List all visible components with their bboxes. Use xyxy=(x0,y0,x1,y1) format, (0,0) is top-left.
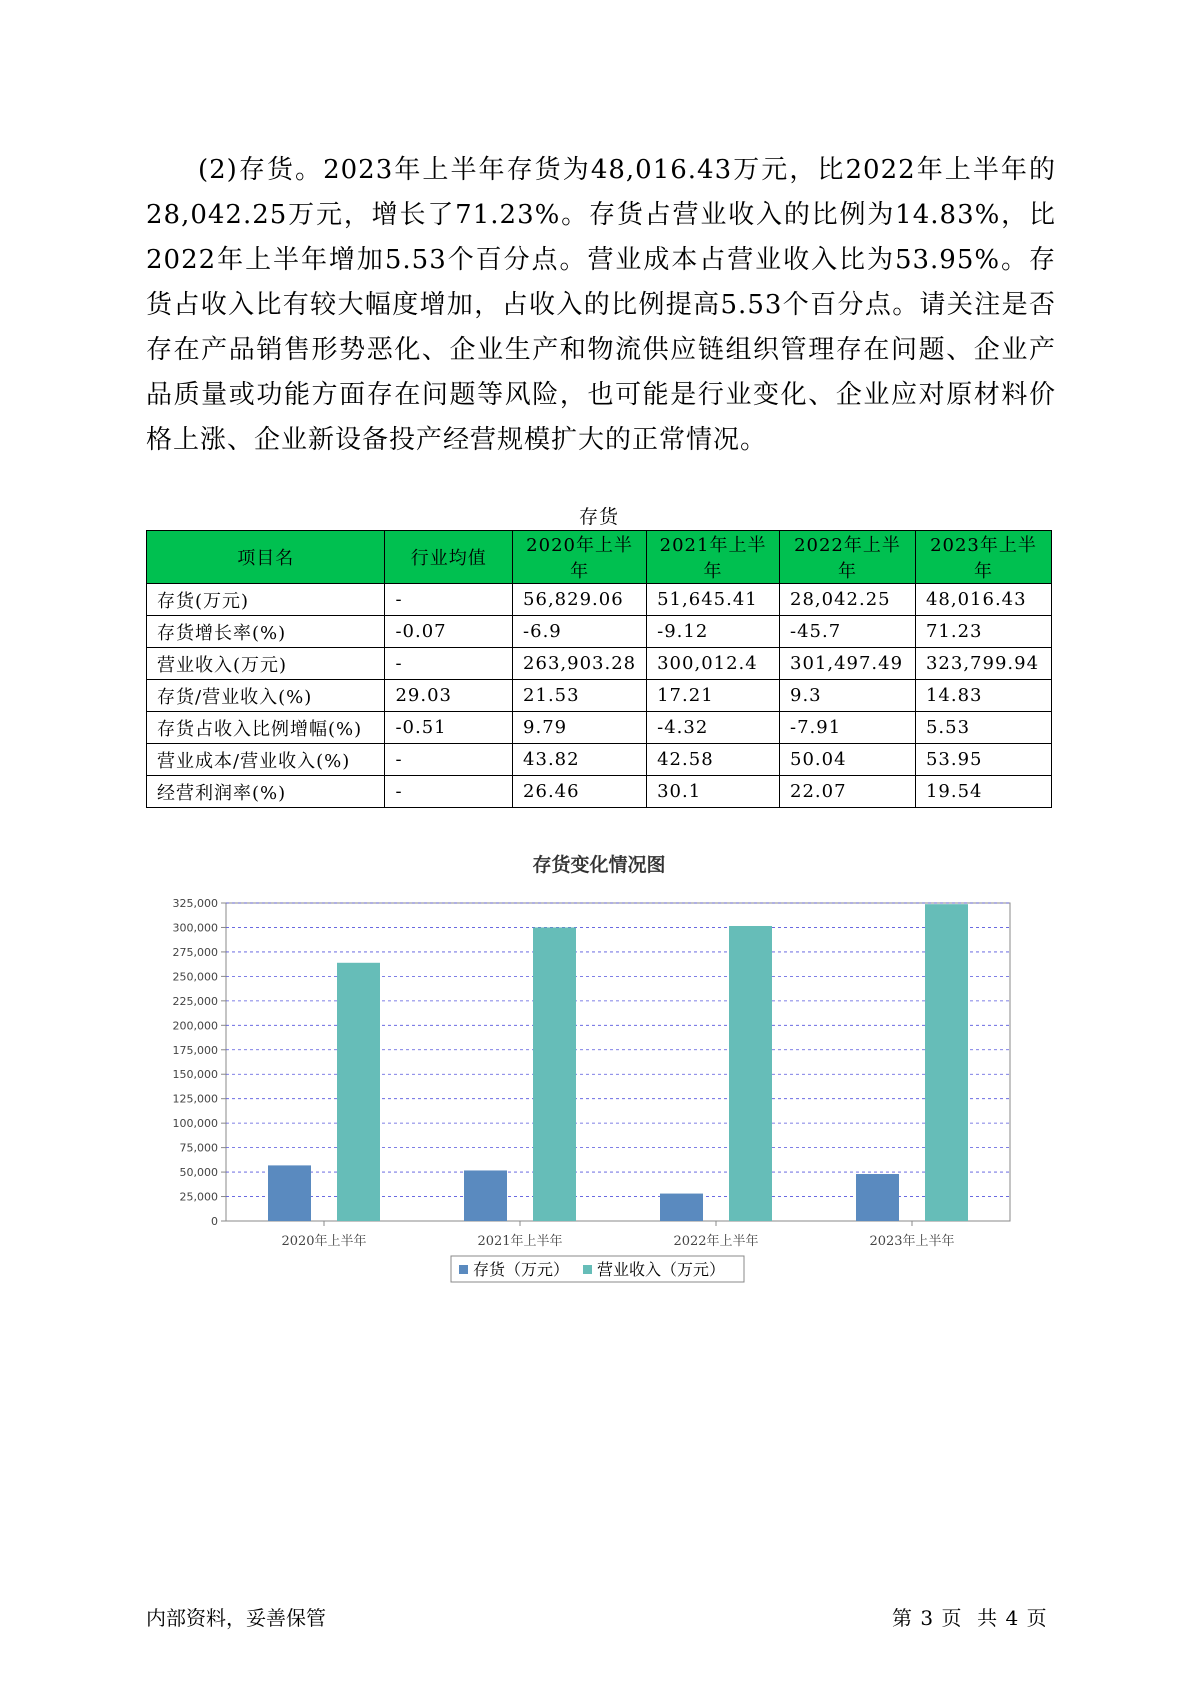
table-cell: 存货增长率(%) xyxy=(147,616,385,648)
y-tick-label: 0 xyxy=(211,1215,218,1228)
table-cell: 营业成本/营业收入(%) xyxy=(147,744,385,776)
x-tick-label: 2023年上半年 xyxy=(869,1234,955,1249)
y-tick-label: 300,000 xyxy=(172,921,218,935)
footer-page-number: 第 3 页 共 4 页 xyxy=(892,1606,1048,1630)
table-cell: 9.79 xyxy=(513,712,647,744)
table-cell: 21.53 xyxy=(513,680,647,712)
table-cell: 300,012.4 xyxy=(647,648,780,680)
y-tick-label: 100,000 xyxy=(172,1117,218,1131)
bar-revenue xyxy=(925,904,968,1221)
table-cell: 营业收入(万元) xyxy=(147,648,385,680)
y-tick-label: 275,000 xyxy=(172,945,218,959)
bar-revenue xyxy=(533,927,576,1221)
table-cell: - xyxy=(385,744,513,776)
bar-inventory xyxy=(660,1194,703,1221)
table-cell: 43.82 xyxy=(513,744,647,776)
y-tick-label: 25,000 xyxy=(179,1190,218,1204)
y-tick-label: 125,000 xyxy=(172,1092,218,1106)
x-tick-label: 2022年上半年 xyxy=(673,1234,759,1249)
table-cell: -7.91 xyxy=(780,712,916,744)
table-cell: - xyxy=(385,584,513,616)
y-tick-label: 225,000 xyxy=(172,994,218,1008)
x-tick-label: 2021年上半年 xyxy=(477,1234,563,1249)
y-tick-label: 200,000 xyxy=(172,1019,218,1033)
table-cell: - xyxy=(385,776,513,808)
table-cell: - xyxy=(385,648,513,680)
table-cell: 42.58 xyxy=(647,744,780,776)
table-cell: -0.07 xyxy=(385,616,513,648)
table-cell: 263,903.28 xyxy=(513,648,647,680)
y-tick-label: 175,000 xyxy=(172,1043,218,1057)
table-cell: 28,042.25 xyxy=(780,584,916,616)
table-cell: 56,829.06 xyxy=(513,584,647,616)
legend-swatch-inventory xyxy=(459,1265,468,1274)
table-cell: 19.54 xyxy=(915,776,1051,808)
y-tick-label: 325,000 xyxy=(172,897,218,910)
bar-inventory xyxy=(464,1170,507,1221)
table-cell: 53.95 xyxy=(915,744,1051,776)
bar-revenue xyxy=(337,963,380,1221)
table-cell: 9.3 xyxy=(780,680,916,712)
table-cell: 5.53 xyxy=(915,712,1051,744)
table-header-cell: 项目名 xyxy=(147,531,385,584)
bar-inventory xyxy=(856,1174,899,1221)
chart-title: 存货变化情况图 xyxy=(532,854,666,876)
bar-inventory xyxy=(268,1165,311,1221)
legend-label-revenue: 营业收入（万元） xyxy=(597,1260,726,1279)
legend-label-inventory: 存货（万元） xyxy=(473,1260,570,1279)
table-header-cell: 2021年上半年 xyxy=(647,531,780,584)
y-tick-label: 75,000 xyxy=(179,1141,218,1155)
table-cell: 存货/营业收入(%) xyxy=(147,680,385,712)
table-header-cell: 2022年上半年 xyxy=(780,531,916,584)
table-cell: 存货占收入比例增幅(%) xyxy=(147,712,385,744)
table-cell: 经营利润率(%) xyxy=(147,776,385,808)
y-tick-label: 150,000 xyxy=(172,1068,218,1082)
paragraph-text: (2)存货。2023年上半年存货为48,016.43万元，比2022年上半年的28,042.25万元，增长了71.23%。存货占营业收入的比例为14.83%，比2022年上半年增加5.53个百分点。营业成本占营业收入比为53.95%。存货占收入比有较大幅度增加，占收入的比例提高5.53个百分点。请关注是否存在产品销售形势恶化、企业生产和物流供应链组织管理存在问题、企业产品质量或功能方面存在问题等风险，也可能是行业变化、企业应对原材料价格上涨、企业新设备投产经营规模扩大的正常情况。 xyxy=(146,155,1056,455)
table-header-cell: 行业均值 xyxy=(385,531,513,584)
table-cell: 29.03 xyxy=(385,680,513,712)
y-tick-label: 50,000 xyxy=(179,1166,218,1180)
table-cell: -0.51 xyxy=(385,712,513,744)
table-cell: 323,799.94 xyxy=(915,648,1051,680)
table-cell: -6.9 xyxy=(513,616,647,648)
table-cell: -45.7 xyxy=(780,616,916,648)
table-cell: 26.46 xyxy=(513,776,647,808)
table-cell: -4.32 xyxy=(647,712,780,744)
table-header-cell: 2023年上半年 xyxy=(915,531,1051,584)
table-cell: 17.21 xyxy=(647,680,780,712)
table-cell: 50.04 xyxy=(780,744,916,776)
table-cell: 22.07 xyxy=(780,776,916,808)
table-cell: -9.12 xyxy=(647,616,780,648)
table-cell: 301,497.49 xyxy=(780,648,916,680)
table-cell: 存货(万元) xyxy=(147,584,385,616)
table-cell: 30.1 xyxy=(647,776,780,808)
legend-swatch-revenue xyxy=(583,1265,592,1274)
table-cell: 14.83 xyxy=(915,680,1051,712)
bar-revenue xyxy=(729,926,772,1221)
table-caption: 存货 xyxy=(578,506,619,528)
y-tick-label: 250,000 xyxy=(172,970,218,984)
footer-left: 内部资料，妥善保管 xyxy=(146,1606,326,1630)
table-cell: 51,645.41 xyxy=(647,584,780,616)
table-cell: 71.23 xyxy=(915,616,1051,648)
table-header-cell: 2020年上半年 xyxy=(513,531,647,584)
x-tick-label: 2020年上半年 xyxy=(281,1234,367,1249)
table-cell: 48,016.43 xyxy=(915,584,1051,616)
